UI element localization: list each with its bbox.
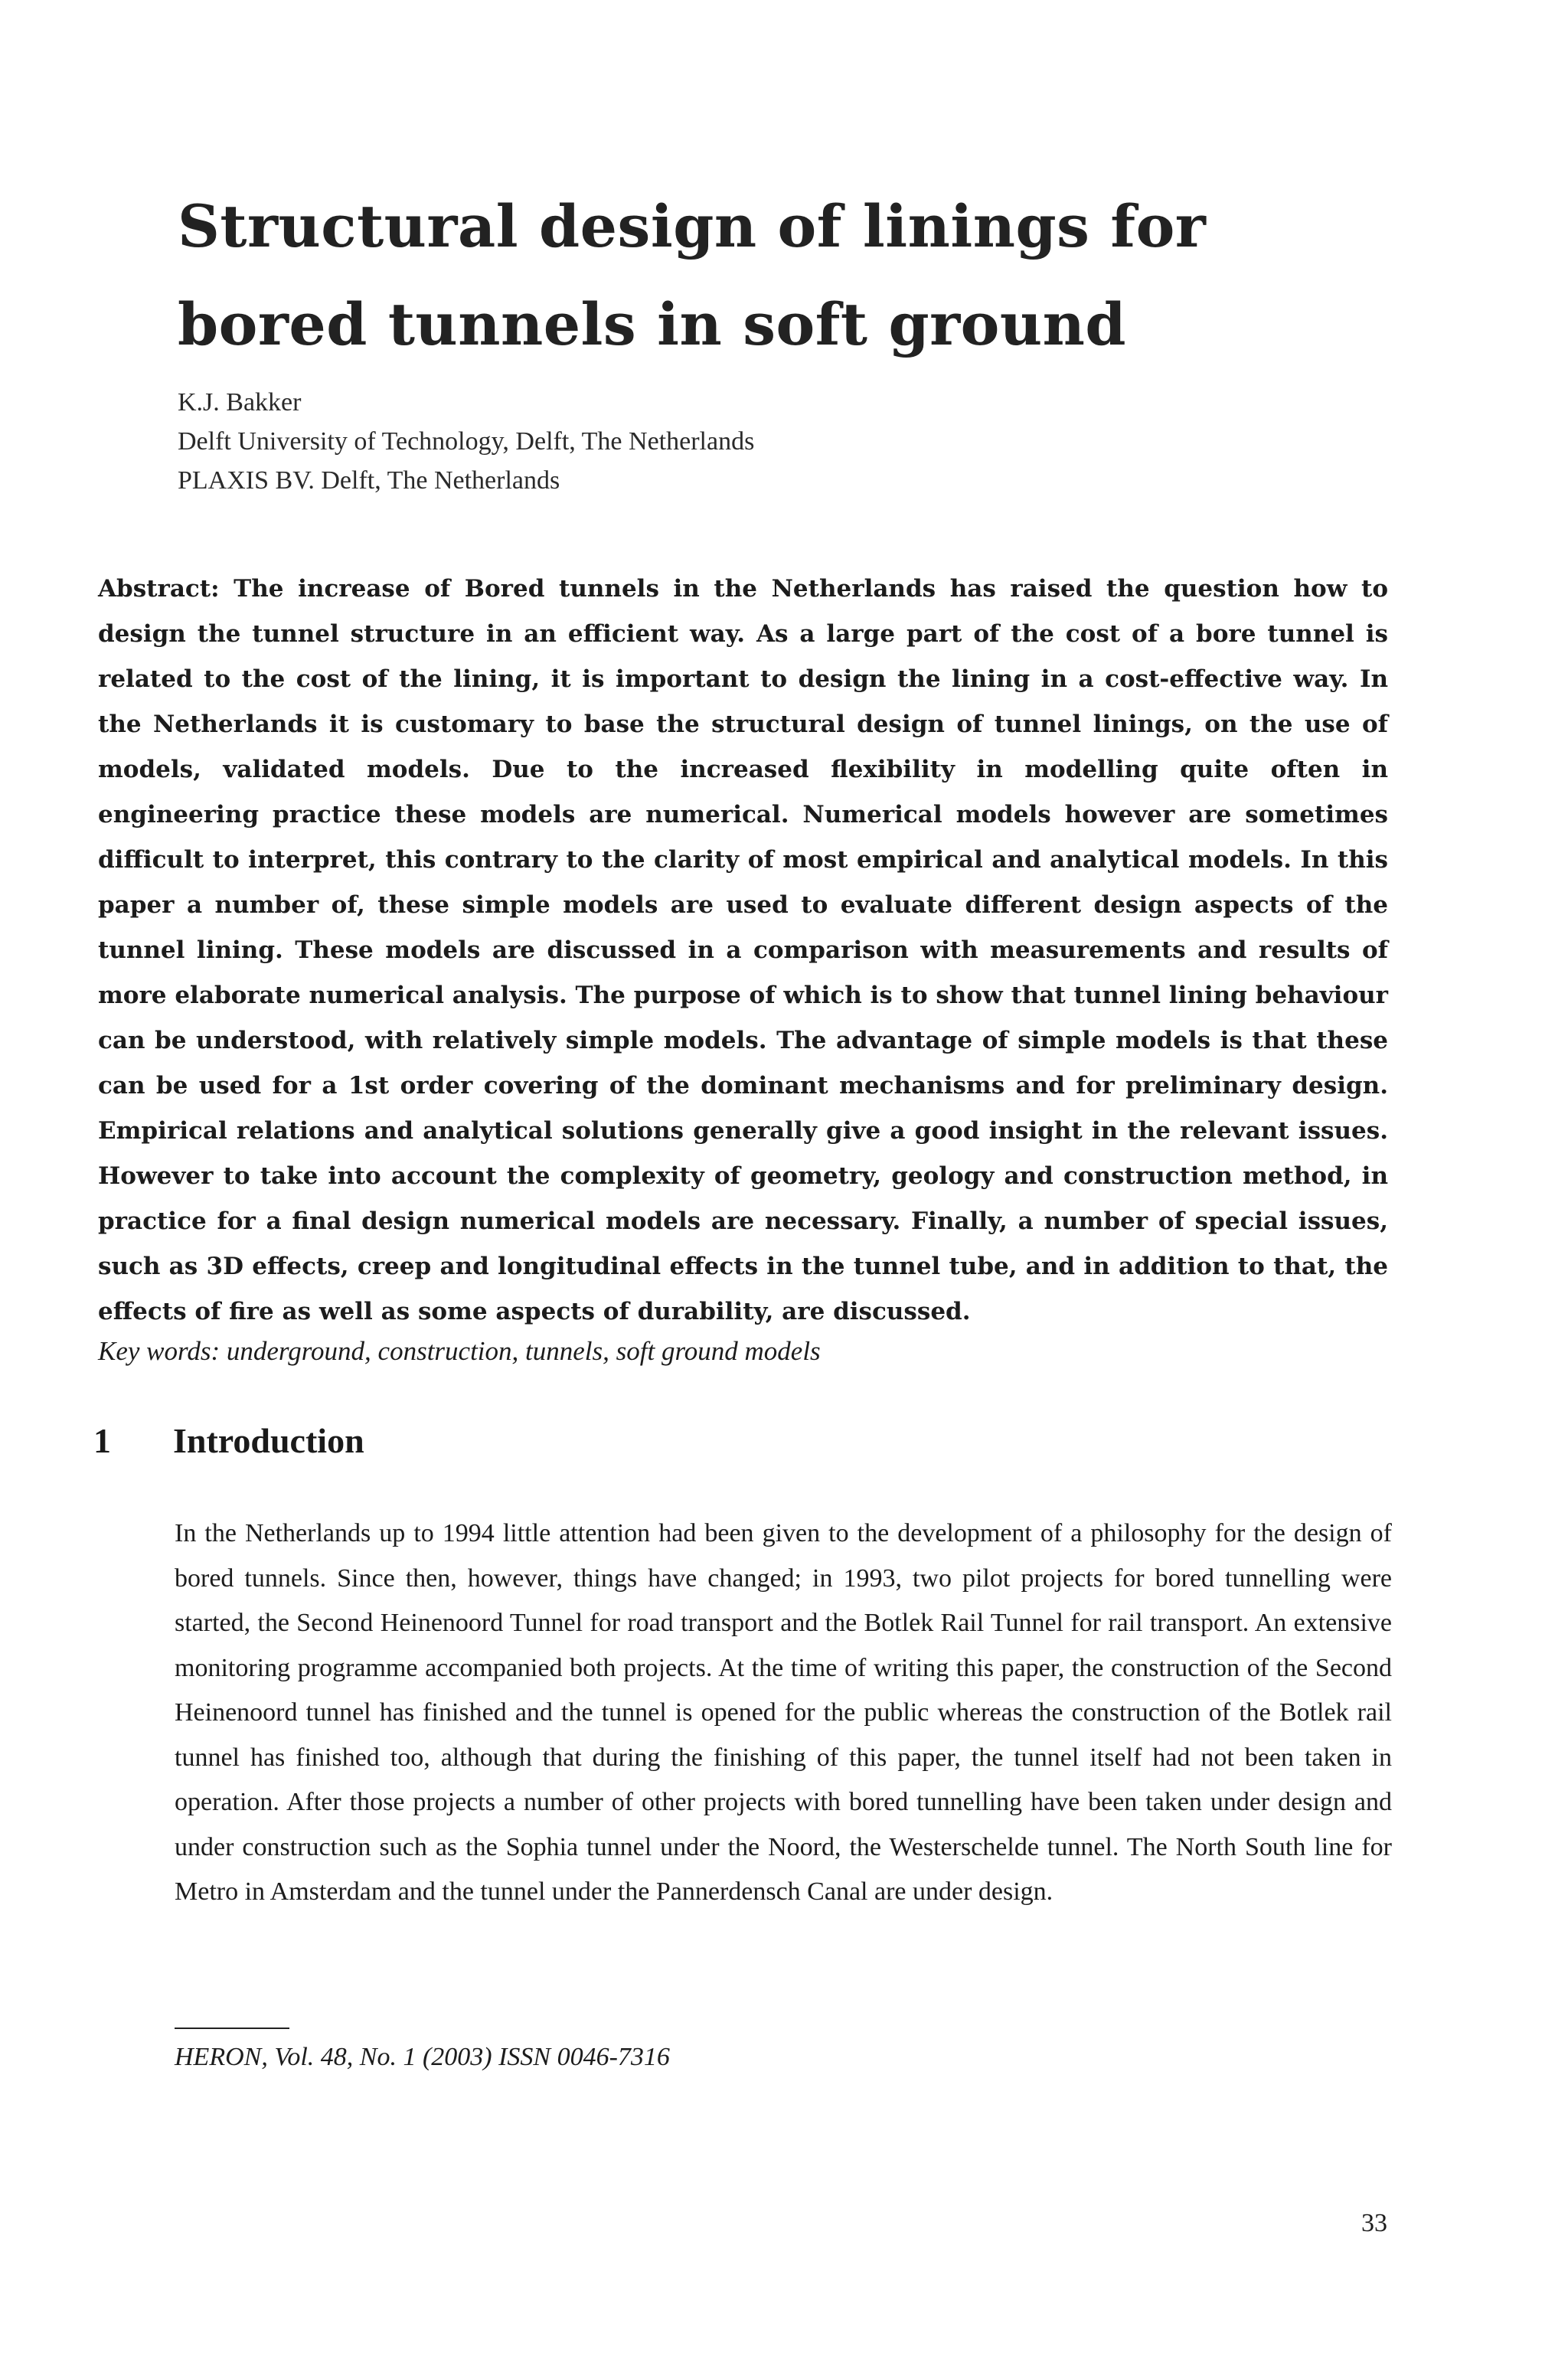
section-body-paragraph: In the Netherlands up to 1994 little attention had been given to the development of a philosophy for the design of bored tunnels. Since then, however, things have changed; in 1993, two pilot projects for bored tunnelling were started, the Second Heinenoord Tunnel for road transport and the Botlek Rail Tunnel for rail transport. An extensive monitoring programme accompanied both projects. At the time of writing this paper, the construction of the Second Heinenoord tunnel has finished and the tunnel is opened for the public whereas the construction of the Botlek rail tunnel has finished too, although that during the finishing of this paper, the tunnel itself had not been taken in operation. After those projects a number of other projects with bored tunnelling have been taken under design and under construction such as the Sophia tunnel under the Noord, the Westerschelde tunnel. The North South line for Metro in Amsterdam and the tunnel under the Pannerdensch Canal are under design. [175,1519,1392,1906]
author-affiliation: Delft University of Technology, Delft, The Netherlands [178,427,755,456]
page-number: 33 [1361,2209,1387,2237]
keywords: Key words: underground, construction, tunnels, soft ground models [98,1336,821,1366]
footnote-citation: HERON, Vol. 48, No. 1 (2003) ISSN 0046-7316 [175,2043,670,2071]
author-block [178,383,1250,500]
section-title: Introduction [173,1421,364,1460]
author-affiliation: PLAXIS BV. Delft, The Netherlands [178,466,560,495]
section-number: 1 [93,1421,111,1460]
abstract: Abstract: The increase of Bored tunnels in the Netherlands has raised the question how to design the tunnel structure in an efficient way. As a large part of the cost of a bore tunnel is related to the cost of the lining, it is important to design the lining in a cost-effective way. In the Netherlands it is customary to base the structural design of tunnel linings, on the use of models, validated models. Due to the increased flexibility in modelling quite often in engineering practice these models are numerical. Numerical models however are sometimes difficult to interpret, this contrary to the clarity of most empirical and analytical models. In this paper a number of, these simple models are used to evaluate different design aspects of the tunnel lining. These models are discussed in a comparison with measurements and results of more elaborate numerical analysis. The purpose of which is to show that tunnel lining behaviour can be understood, with relatively simple models. The advantage of simple models is that these can be used for a 1st order covering of the dominant mechanisms and for preliminary design. Empirical relations and analytical solutions generally give a good insight in the relevant issues. However to take into account the complexity of geometry, geology and construction method, in practice for a final design numerical models are necessary. Finally, a number of special issues, such as 3D effects, creep and longitudinal effects in the tunnel tube, and in addition to that, the effects of fire as well as some aspects of durability, are discussed. [98,575,1389,1325]
author-name: K.J. Bakker [178,388,302,417]
footnote-divider [175,2028,289,2029]
paper-title: Structural design of linings for bored tunnels in soft ground [178,192,1207,358]
section-heading [93,1416,782,1466]
